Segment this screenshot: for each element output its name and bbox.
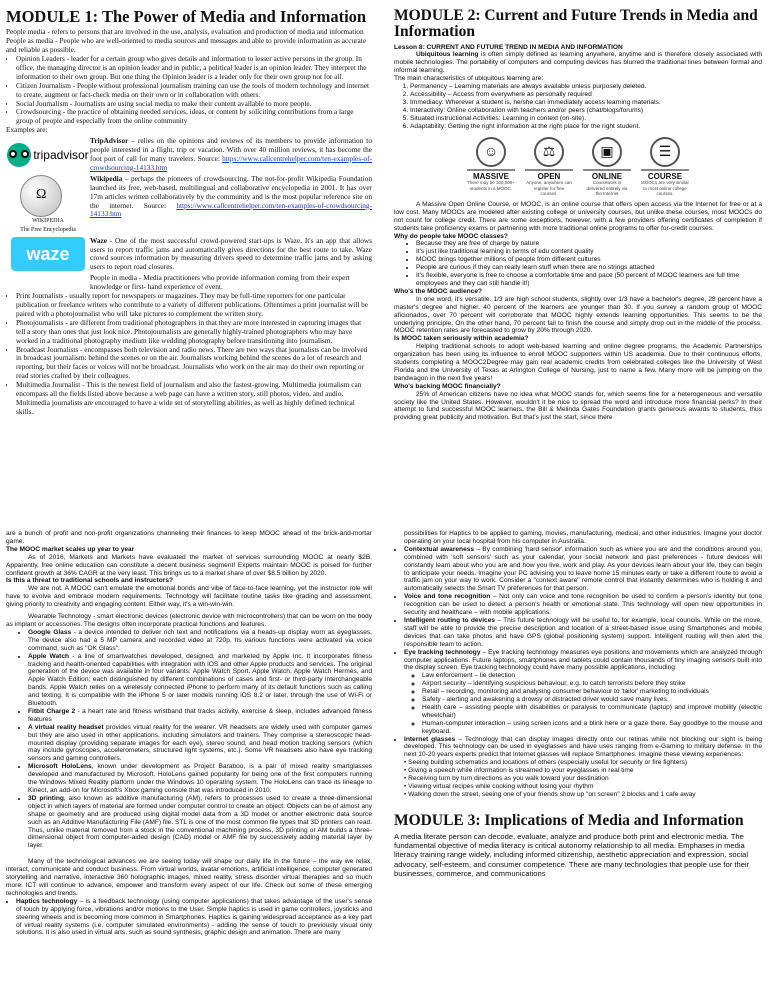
list-item: • Viewing virtual recipes while cooking without losing your rhythm [404,783,594,790]
module2-continued-left [6,530,372,1000]
list-item: 1. Permanency – Learning materials are always available unless purposely deleted. [410,83,762,91]
wikipedia-logo: Ω WIKIPEDIA The Free Encyclopedia [6,175,90,235]
scales-heading: The MOOC market scales up year to year [6,545,135,553]
threat-heading: Is this a threat to traditional schools and instructors? [6,577,174,585]
tripadvisor-source-link[interactable]: https://www.callcentrehelper.com/ten-examples-of-crowdsourcing-14133.htm [90,154,372,172]
list-item: • Multimedia Journalist - This is the newest field of journalism and also the fastest-growing. Multimedia journalism can encompass all the fields listed above because a web page can have a written story, still photos, video, and audio. Multimedia journalists are encouraged to have a wide set of storytelling abilities, as well as highly defined technical skills. [16,381,372,417]
backing-heading: Who's backing MOOC financially? [394,382,501,390]
mooc-online: ▣ ONLINE Coursework is delivered entirely via the Internet [583,137,631,197]
tech-text: Many of the technological advances we are seeing today will shape our daily life in the future – the way we relax, interact, communicate and conduct business. From virtual worlds, avatar emotions, artificial intelligence, computer generated storytelling and narrative, interactive 360 holographic images, mixed reality, stress disorder virtual therapies and so much more. ICT will continue to advance, empower and transform every aspect of our life. Check out some of these emerging technologies and trends. [6,858,372,897]
internet-glasses-list [394,759,762,799]
scales-text: As of 2016, Markets and Markets have evaluated the market of services surrounding MOOC at nearly $2B. Apparently, free online education can constitute a decent business segment! Experts maintain MOOC is poised for further confident growth at 36% CAGR at the very least. This brings us to a market share of over $8.5 billion by 2020. [6,553,372,577]
list-item: • Seeing building schematics and locations of others (especially useful for security or fire fighters) [404,759,688,767]
mooc-massive: ☺ MASSIVE There may be 100,000+ students in a MOOC. [467,137,515,197]
example-tripadvisor: tripadvisor TripAdvisor – relies on the opinions and reviews of its members to provide information to people interested in a flight, trip or vacation. With over 40 million reviews, it has become the foot port of call for many travelers. Source: https://www.callcentrehelper.com/ten-examples-of-crowdsourcing-14133.htm [6,137,372,173]
list-item: • Google Glass - a device intended to deliver rich text and notifications via a heads-up display worn as eyeglasses. The device also had a 5 MP camera and recorded video at 720p. Its various functions were activated via voice command, such as "OK Glass". [28,629,372,653]
who-heading: Who's the MOOC audience? [394,287,483,295]
module1-title: MODULE 1: The Power of Media and Information [6,8,367,26]
chars-label: The main characteristics of ubiquitous learning are: [394,75,544,83]
module3-text: A media literate person can decode, evaluate, analyze and produce both print and electronic media. The fundamental objective of media literacy is critical autonomy relationship to all media. Emphases in media literacy training range widely, including informed citizenship, aesthetic appreciation and expression, social advocacy, self-esteem, and consumer competence. There are many technologies that people use for their businesses, commerce, and communications [394,832,750,878]
list-item: • Walking down the street, seeing one of your friends show up "on screen" 2 blocks and 1 cafe away [404,790,696,798]
laptop-icon: ▣ [592,137,622,167]
wearable-intro: Wearable Technology - smart electronic devices (electronic device with microcontrollers) that can be worn on the body as implant or accessories. The designs often incorporate practical functions and features. [6,613,372,628]
wikipedia-source-link[interactable]: https://www.callcentrehelper.com/ten-examples-of-crowdsourcing-14133.htm [90,200,372,219]
waze-logo: waze [6,237,90,273]
list-item: • Because they are free of charge by nature [416,240,762,248]
module1-section [6,8,372,518]
open-icon: ⚖ [534,137,564,167]
list-item: ◦ Airport security – identifying suspicious behaviour, e.g. to catch terrorists before they strike [422,680,762,688]
list-item: • Social Journalism - Journalists are using social media to make their content available to more people. [16,100,372,109]
document-icon: ☰ [650,137,680,167]
list-item: • It's just like traditional learning in terms of edu content quality [416,248,762,256]
mooc-course: ☰ COURSE MOOCs are very similar to most online college courses. [641,137,689,197]
ubiquitous-text: Ubiquitous learning is often simply defined as learning anywhere, anytime and is therefore closely associated with mobile technologies. The portability of computers and computing devices has blurred the traditional lines between formal and informal learning. [394,51,762,75]
serious-heading: Is MOOC taken seriously within academia? [394,335,529,343]
list-item: • Apple Watch - a line of smartwatches developed, designed, and marketed by Apple Inc. It incorporates fitness tracking and health-oriented capabilities with integration with iOS and other Apple products and services. The original generation of the device was available in four variants: Apple Watch Sport, Apple Watch, Apple Watch Hermès, and Apple Watch Edition; each distinguished by different combinations of cases and first- or third-party interchangeable bands. Apple Watch relies on a wirelessly connected iPhone to perform many of its default functions such as calling and texting. It is compatible with the iPhone 5 or later models running iOS 8.2 or later, through the use of Wi-Fi or Bluetooth. [28,653,372,708]
list-item: 2. Accessibility – Access from everywhere as personally required [410,91,762,99]
list-item: • Intelligent routing to devices – This future technology will be useful to, for example, local councils. While on the move, staff will be able to provide the precise description and location of a street-based issue using Smartphones and mobile devices that can take photos and have GPS (global positioning system) support. Intelligent routing will then alert the responsible team to action. [404,617,762,649]
list-item: 6. Adaptability: Getting the right information at the right place for the right student. [410,123,762,131]
haptics-list [6,898,372,938]
list-item: • Haptics technology – is a feedback technology (using computer applications) that takes advantage of the user's sense of touch by applying force, vibrations and/or motions to the User. Simple haptics is used in game controllers, joysticks and steering wheels and is becoming more common in Smartphones. Haptics is gaining widespread acceptance as a key part of virtual reality systems (i.e. computer simulated environments) - adding the sense of touch to previously visual only solutions. It is also used in virtual arts, such as sound synthesis, graphic design and animation. There are many [16,898,372,938]
list-item: 5. Situated instructional Activities: Learning in context (on-site). [410,115,762,123]
module2-section [394,8,762,518]
module1-bullets [6,55,372,126]
haptics-continued: possibilities for Haptics to be applied to gaming, movies, manufacturing, medical, and other industries. Imagine your doctor operating on your local hospital from his computer in Australia. [404,530,762,545]
eye-tracking-sublist [404,672,762,735]
why-heading: Why do people take MOOC classes? [394,232,508,240]
globe-icon: Ω [20,175,62,217]
why-list [394,240,762,287]
module1-intro2: People as media - People who are well-oriented to media sources and messages and able to provide information as accurate and reliable as possible. [6,36,367,55]
owl-icon [7,143,31,167]
continued-text: are a bunch of profit and non-profit organizations channeling their finances to keep MOOC ahead of the brick-and-mortar game. [6,530,372,545]
who-text: In one word, it's versatile. 1/3 are high school students, slightly over 1/3 have a bachelor's degree, 28 percent have a master's degree and higher. 40 percent of the learners are younger than 30. If you survey a random group of MOOC aficionados, over 70 percent will corroborate that MOOC highly extends learning opportunities. This seems to be the underlying principle. On the other hand, 70 percent fail to finish the course and simply drop out in the middle of the process. MOOC retention rates are forecasted to grow by 20% through 2020. [394,295,762,335]
mooc-open: ⚖ OPEN Anyone, anywhere can register for free courses. [525,137,573,197]
module1-intro: People media - refers to persons that are involved in the use, analysis, evaluation and production of media and information [6,27,364,37]
example-waze: waze Waze - One of the most successful crowd-powered start-ups is Waze. It's an app that allows users to report traffic jams and automatically gives directions for the best route to take. Waze crowd sources information by measuring drivers speed to determine traffic jams and by asking users to report road closures. [6,237,372,273]
module2-title: MODULE 2: Current and Future Trends in Media and Information [394,8,758,41]
list-item: • Microsoft HoloLens, known under development as Project Baraboo, is a pair of mixed reality smartglasses developed and manufactured by Microsoft. HoloLens gained popularity for being one of the first computers running the Windows Mixed Reality platform under the Windows 10 operating system. The HoloLens can trace its lineage to Kinect, an add-on for Microsoft's Xbox gaming console that was introduced in 2010. [28,763,372,795]
tripadvisor-logo: tripadvisor [6,137,90,173]
serious-text: Helping traditional schools to adopt web-based learning and online degree programs, the Academic Partnerships organization has been using its influence to enroll MOOC supporters within US academia. Due to their continuous efforts, students completing a MOOC2Degree may gain real academic credits from celebrated colleges like the University of West Florida and the University of Texas at Arlington College of Nursing, just to name a few. Many more will be jumping on the bandwagon in the next five years! [394,343,762,382]
module3-title: MODULE 3: Implications of Media and Information [394,811,744,829]
list-item: • Opinion Leaders - leader for a certain group who gives details and information to lesser active persons in the group. In office, the managing director is an opinion leader and in public, a political leader is an opinion leader. They interpret the information to their own group. But one thing the Opinion leader is a leader only for their own group not for all. [16,55,372,82]
backing-text: 25% of American citizens have no idea what MOOC stands for, which seems fine for a heterogeneous and versatile society like the United States. However, wouldn't it be nice to spread the word and introduce more financial perks? In their attempt to fund successful MOOC learners, the Bill & Melinda Gates Foundation grants generous awards to students, thus providing great publicity and motivation. But that's just the start, since there [394,390,762,422]
list-item: • Eye tracking technology – Eye tracking technology measures eye positions and movements which are analyzed through computer applications. Future laptops, smartphones and tablets could contain thousands of tiny imaging sensors built into the display screen. Eye tracking technology could have many possible applications, including: ◦ Law enforcement – lie detection ◦ Airport security – identifying suspicious behaviour, e.g. to catch terrorists before they strike ◦ Retail – recording, monitoring and analysing consumer behaviour to 'tailor' marketing to individuals ◦ Safety - alerting and awakening a drowsy or distracted driver would save many lives ◦ Health care – assisting people with disabilities or paralysis to communicate (laptop) and improve mobility (electric wheelchair) ◦ Human-computer interaction – using screen icons and a blink here or a gaze there. Say goodbye to the mouse and keyboard. [404,649,762,736]
lesson-title: Lesson 8: CURRENT AND FUTURE TREND IN MEDIA AND INFORMATION [394,43,623,51]
list-item: • MOOC brings together millions of people from different cultures [416,256,762,264]
list-item: ◦ Human-computer interaction – using screen icons and a blink here or a gaze there. Say goodbye to the mouse and keyboard. [422,720,762,736]
list-item: ◦ Health care – assisting people with disabilities or paralysis to communicate (laptop) and improve mobility (electric wheelchair) [422,704,762,720]
list-item: • Receiving turn by turn directions as you walk toward your destination [404,775,609,783]
threat-text: We are not. A MOOC can't emulate the emotional bonds and vibe of face-to-face learning, yet the instructor role will have to evolve and embrace modern requirements. Technology will facilitate routine tasks like grading and assessment, giving priority to creativity and engaging content. Either way, it's a win-win-win. [6,585,372,609]
module2-continued-right [394,530,762,1000]
wearable-list [6,629,372,850]
list-item: • Contextual awareness – By combining 'hard sensor' information such as where you are and the conditions around you, combined with 'soft sensors' such as your calendar, your social network and past preferences - future devices will constantly learn about who you are and how you live, work and play. As your devices learn about your life, they can begin to anticipate your needs. Imagine your PC advising you to leave home 15 minutes early or take a different route to avoid a traffic jam on your way to work. Consider a "context aware" remote control that instantly determines who is holding it and automatically selects the Smart TV preferences for that person. [404,546,762,593]
list-item: • 3D printing, also known as additive manufacturing (AM), refers to processes used to create a three-dimensional object in which layers of material are formed under computer control to create an object. Objects can be of almost any shape or geometry and are produced using digital model data from a 3D model or another electronic data source such as an Additive Manufacturing File (AMF) file. STL is one of the most common file types that 3D printers can read. Thus, unlike material removed from a stock in the conventional machining process, 3D printing or AM builds a three-dimensional object from computer-aided design (CAD) model or AMF file by successively adding material layer by layer. [28,795,372,850]
people-icon: ☺ [476,137,506,167]
list-item: • Crowdsourcing - the practice of obtaining needed services, ideas, or content by soliciting contributions from a large group of people and especially from the online community [16,108,372,126]
list-item: ◦ Retail – recording, monitoring and analysing consumer behaviour to 'tailor' marketing to individuals [422,688,762,696]
list-item: • It's flexible, everyone is free to choose a comfortable time and pace (50 percent of MOOC learners are full time employees and they can still handle it!) [416,272,762,288]
mooc-definition: A Massive Open Online Course, or MOOC, is an online course that offers open access via the Internet for free or at a low cost. Many MOOCs are modeled after existing college or university courses, but unlike these courses, most MOOCs do not count for college credit. There are some exceptions, however, with a few providers offering certificates of completion if students take proficiency exams or partnering with more traditional online programs to offer for-credit courses. [394,200,762,232]
list-item: • Print Journalists - usually report for newspapers or magazines. They may be full-time reporters for one particular publication or freelance writers who contribute to a variety of different publications. Oftentimes a print journalist will be paired with a photojournalist who will take pictures to complement the written story. [16,292,372,319]
list-item: ◦ Law enforcement – lie detection [422,672,762,680]
list-item: ◦ Safety - alerting and awakening a drowsy or distracted driver would save many lives [422,696,762,704]
list-item: • Voice and tone recognition – Not only can voice and tone recognition be used to confirm a person's identity but tone recognition can be used to detect a person's health or emotional state. This technology will open new opportunities in security and healthcare – with mobile applications. [404,593,762,617]
people-in-media: People in media - Media practitioners who provide information coming from their expert knowledge or first- hand experience of event. [90,273,350,292]
module1-bullets2 [6,292,372,417]
example-wikipedia: Ω WIKIPEDIA The Free Encyclopedia Wikipedia – perhaps the pioneers of crowdsourcing. The not-for-profit Wikipedia Foundation launched its free, web-based, multilingual and collaborative encyclopedia in 2001. It has over 17m articles written collaboratively by the community and is the most popular reference site on the internet. Source: https://www.callcentrehelper.com/ten-examples-of-crowdsourcing-14133.htm [6,175,372,235]
trends-list [394,546,762,759]
mooc-diagram [394,137,762,197]
list-item: • People are curious if they can really learn stuff when there are no strings attached [416,264,762,272]
list-item: • Giving a speech while information is streamed to your eyeglasses in real time [404,767,634,775]
list-item: • Internet glasses – Technology that can display images directly onto our retinas while not blocking our sight is being developed. This technology can be used in eyeglasses and have uses ranging from e-Gaming to military defense. In the next 10-20 years experts predict that Internet glasses will replace Smartphones. Imagine these viewing experiences: [404,736,762,760]
list-item: • Fitbit Charge 2 - a heart rate and fitness wristband that tracks activity, exercise & sleep, includes advanced fitness features [28,708,372,724]
list-item: 3. Immediacy: Wherever a student is, he/she can immediately access learning materials. [410,99,762,107]
list-item: • A virtual reality headset provides virtual reality for the wearer. VR headsets are widely used with computer games but they are also used in other applications, including simulators and trainers. They comprise a stereoscopic head-mounted display (providing separate images for each eye), stereo sound, and head motion tracking sensors (which may include gyroscopes, accelerometers, structured light systems, etc.). Some VR headsets also have eye tracking sensors and gaming controllers. [28,724,372,764]
list-item: 4. Interactivity: Online collaboration with teachers and/or peers (chat/blogs/forums) [410,107,762,115]
examples-label: Examples are: [6,125,48,135]
list-item: • Broadcast Journalists - encompasses both television and radio news. There are two ways that journalists can be involved in broadcast journalism: behind the scenes or on the air. Journalists working behind the scenes do a lot of research and reporting, but their faces or voices will not be broadcast. Journalists who work on the air may do their own reporting or read stories crafted by their colleagues. [16,346,372,382]
list-item: • Photojournalists - are different from traditional photographers in that they are more interested in capturing images that tell a story than ones that just look nice. Photojournalists are generally highly-trained photographers who may have worked in a traditional photography medium like wedding photography before transitioning into journalism. [16,319,372,346]
list-item: • Citizen Journalism - People without professional journalism training can use the tools of modern technology and internet to create, augment or fact-check media on their own or in collaboration with others. [16,82,372,100]
characteristics-list [394,83,762,130]
